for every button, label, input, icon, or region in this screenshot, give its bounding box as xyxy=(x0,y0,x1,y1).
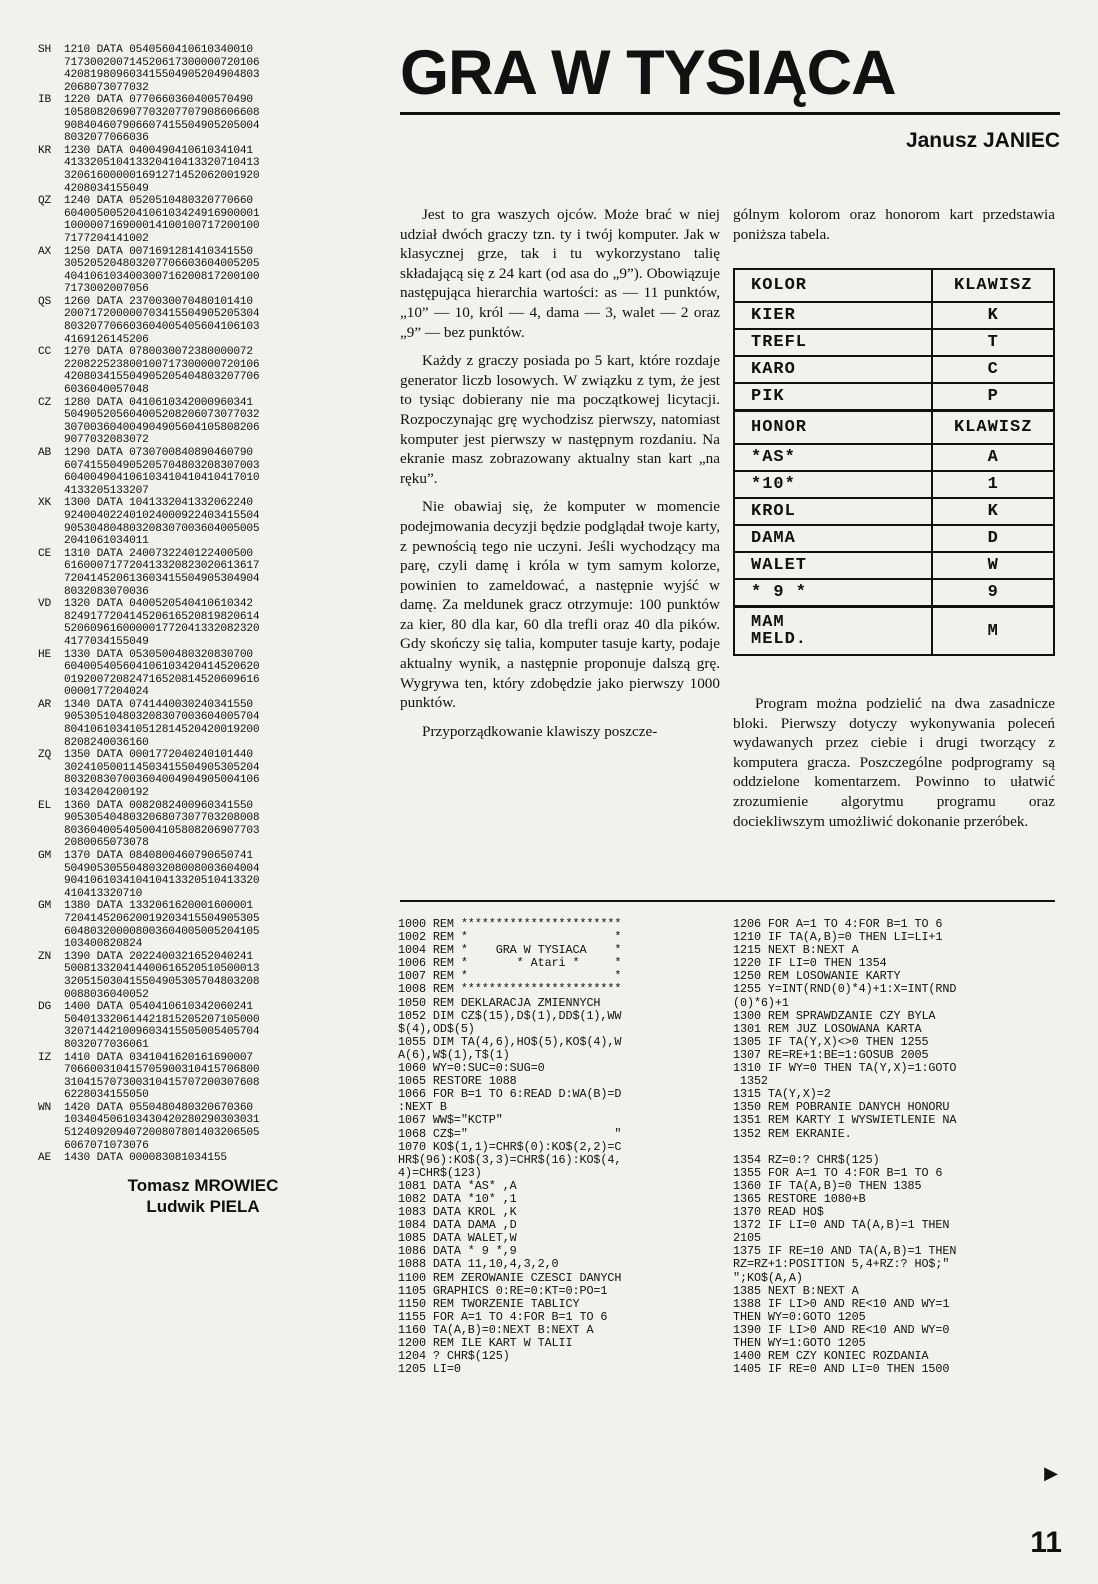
table-row xyxy=(734,302,1054,329)
data-listing-line: 616000717720413320823020613617 xyxy=(64,560,260,573)
data-listing-line: 103404506103430420280290303031 xyxy=(64,1114,260,1127)
data-listing-line: 504905205604005208206073077032 xyxy=(64,409,260,422)
checksum-code: KR xyxy=(38,144,52,157)
program-code-line: 1052 DIM CZ$(15),D$(1),DD$(1),WW xyxy=(398,1008,622,1023)
data-listing-line: 4208034155049 xyxy=(64,182,149,195)
honor-name: * 9 * xyxy=(734,579,932,607)
program-code-line: 1388 IF LI>0 AND RE<10 AND WY=1 xyxy=(733,1296,950,1311)
program-code-line: 1060 WY=0:SUC=0:SUG=0 xyxy=(398,1061,545,1076)
data-listing-line: 320616000001691271452062001920 xyxy=(64,169,260,182)
data-listing-line: XK 1300 DATA 1041332041332062240 xyxy=(38,497,253,510)
program-code-line: 1300 REM SPRAWDZANIE CZY BYLA xyxy=(733,1008,936,1023)
honor-name: DAMA xyxy=(734,525,932,552)
table-row xyxy=(734,411,1054,445)
suit-name: TREFL xyxy=(734,329,932,356)
program-code-line: 1150 REM TWORZENIE TABLICY xyxy=(398,1296,580,1311)
data-listing-line: 404106103400300716200817200100 xyxy=(64,270,260,283)
program-code-line: 1067 WW$="KCTP" xyxy=(398,1113,503,1128)
program-code-line: 2105 xyxy=(733,1231,761,1246)
program-code-line: 1310 IF WY=0 THEN TA(Y,X)=1:GOTO xyxy=(733,1061,957,1076)
program-code-line: 1255 Y=INT(RND(0)*4)+1:X=INT(RND xyxy=(733,982,957,997)
honor-key: K xyxy=(932,498,1054,525)
program-code-line: 1352 REM EKRANIE. xyxy=(733,1126,852,1141)
data-listing-line: 803208307003604004904905004106 xyxy=(64,774,260,787)
data-listing-line: 500813320414400616520510500013 xyxy=(64,963,260,976)
suit-key: C xyxy=(932,356,1054,383)
program-code-line: 1205 LI=0 xyxy=(398,1362,461,1377)
program-code-line: 1400 REM CZY KONIEC ROZDANIA xyxy=(733,1349,929,1364)
byline-name-2: Ludwik PIELA xyxy=(146,1196,260,1216)
checksum-code: AR xyxy=(38,698,52,711)
checksum-code: WN xyxy=(38,1101,52,1114)
data-listing-line: 8032083070036 xyxy=(64,585,149,598)
program-code-line: 4)=CHR$(123) xyxy=(398,1165,482,1180)
data-listing-line: 103400820824 xyxy=(64,938,143,951)
data-listing-line: 019200720824716520814520609616 xyxy=(64,673,260,686)
article-header xyxy=(400,40,1060,153)
checksum-code: EL xyxy=(38,799,52,812)
data-listing-line: 302410500114503415504905305204 xyxy=(64,761,260,774)
data-listing-line: 905305404803206807307703208008 xyxy=(64,812,260,825)
article-paragraph: Nie obawiaj się, że komputer w momencie podejmowania decyzji będzie podglądał twoje karty, z pewnością tego nie uczyni. Jeśli wychodzący ma parę, czyli damę i króla w tym samym kolorze, powinien to zameldować, a następnie wyjść w damę. Za meldunek gracz otrzymuje: 100 punktów za kier, 80 dla kar, 60 dla trefli oraz 40 dla pików. Gdy skończy się talia, komputer tasuje karty, podaje aktualny wynik, a następnie proponuje dalszą grę. Wygrywa ten, który zdobędzie jako pierwszy 1000 punktów. xyxy=(400,498,720,712)
data-listing-line: 0088036040052 xyxy=(64,988,149,1001)
program-code-line: ";KO$(A,A) xyxy=(733,1270,803,1285)
table-row xyxy=(734,579,1054,607)
program-code-line: 1372 IF LI=0 AND TA(A,B)=1 THEN xyxy=(733,1218,950,1233)
table-header-key: KLAWISZ xyxy=(932,411,1054,445)
data-listing-line: 200717200000703415504905205304 xyxy=(64,308,260,321)
data-listing-line: 4133205133207 xyxy=(64,484,149,497)
checksum-code: IB xyxy=(38,94,52,107)
data-listing-line: 504905305504803208008003604004 xyxy=(64,862,260,875)
data-listing-line: 4169126145206 xyxy=(64,333,149,346)
checksum-code: CE xyxy=(38,547,52,560)
checksum-code: GM xyxy=(38,900,52,913)
program-code-line: 1068 CZ$=" " xyxy=(398,1126,622,1141)
program-listing-right xyxy=(733,918,1063,1376)
program-code-line: :NEXT B xyxy=(398,1100,447,1115)
declare-key: M xyxy=(932,607,1054,656)
data-listing-line: 604005405604106103420414520620 xyxy=(64,661,260,674)
data-listing-line: HE 1330 DATA 0530500480320830700 xyxy=(38,648,253,661)
data-listing-line: 8032077036061 xyxy=(64,1038,149,1051)
program-code-line: 1354 RZ=0:? CHR$(125) xyxy=(733,1152,880,1167)
checksum-code: QZ xyxy=(38,195,52,208)
program-code-line: 1082 DATA *10* ,1 xyxy=(398,1191,517,1206)
program-code-line: 1375 IF RE=10 AND TA(A,B)=1 THEN xyxy=(733,1244,957,1259)
program-code-line: 1070 KO$(1,1)=CHR$(0):KO$(2,2)=C xyxy=(398,1139,622,1154)
data-listing-line: 320515030415504905305704803208 xyxy=(64,975,260,988)
data-listing-line: CE 1310 DATA 2400732240122400500 xyxy=(38,547,253,560)
honor-name: KROL xyxy=(734,498,932,525)
suit-key: K xyxy=(932,302,1054,329)
table-row xyxy=(734,329,1054,356)
data-listing-line: 6228034155050 xyxy=(64,1089,149,1102)
honor-key: W xyxy=(932,552,1054,579)
checksum-code: XK xyxy=(38,497,52,510)
table-row xyxy=(734,269,1054,302)
data-listing-line: 8208240036160 xyxy=(64,736,149,749)
page-number: 11 xyxy=(1030,1526,1062,1559)
program-code-line: 1007 REM * * xyxy=(398,969,622,984)
honor-key: 9 xyxy=(932,579,1054,607)
data-listing-line: ZQ 1350 DATA 0001772040240101440 xyxy=(38,749,253,762)
program-code-line: 1085 DATA WALET,W xyxy=(398,1231,517,1246)
article-author: Janusz JANIEC xyxy=(905,129,1060,152)
program-listing-left xyxy=(398,918,728,1376)
data-listing-line: KR 1230 DATA 0400490410610341041 xyxy=(38,144,253,157)
data-listing-line: GM 1370 DATA 0840800460790650741 xyxy=(38,850,253,862)
data-listing-line: 100000716900014100100717200100 xyxy=(64,220,260,233)
data-listing-line: 604004904106103410410410417010 xyxy=(64,472,260,485)
program-code-line: 1083 DATA KROL ,K xyxy=(398,1205,517,1220)
program-code-line: 1360 IF TA(A,B)=0 THEN 1385 xyxy=(733,1178,922,1193)
article-paragraph: Jest to gra waszych ojców. Może brać w niej udział dwóch graczy tzn. ty i twój komputer. Jak w klasycznej grze, tak i tu wykorzystano talię składającą się z 24 kart (od asa do „9”). Obowiązuje następująca hierarchia wartości: as — 11 punktów, „10” — 10, król — 4, dama — 3, walet — 2 oraz „9” — bez punktów. xyxy=(400,206,720,341)
data-listing-line: 7177204141002 xyxy=(64,232,149,245)
suit-name: KIER xyxy=(734,302,932,329)
data-listing-line: 9077032083072 xyxy=(64,434,149,447)
data-listing-line: AX 1250 DATA 0071691281410341550 xyxy=(38,245,253,258)
checksum-code: AE xyxy=(38,1152,52,1165)
table-row xyxy=(734,356,1054,383)
data-listing-line: ZN 1390 DATA 2022400321652040241 xyxy=(38,950,253,963)
program-code-line: A(6),W$(1),T$(1) xyxy=(398,1047,510,1062)
data-listing-line: QS 1260 DATA 2370030070480101410 xyxy=(38,295,253,308)
data-listing-line: 307003604004904905604105808206 xyxy=(64,421,260,434)
data-listing-line: 4177034155049 xyxy=(64,635,149,648)
data-listing-line: 7173002007056 xyxy=(64,283,149,296)
program-code-line: $(4),OD$(5) xyxy=(398,1021,475,1036)
data-listing-line: AE 1430 DATA 000083081034155 xyxy=(38,1152,227,1165)
data-listing-line: AR 1340 DATA 0741440030240341550 xyxy=(38,698,253,711)
data-listing xyxy=(38,44,378,1165)
data-listing-line: DG 1400 DATA 0540410610342060241 xyxy=(38,1001,253,1014)
table-row xyxy=(734,498,1054,525)
program-code-line: 1250 REM LOSOWANIE KARTY xyxy=(733,969,901,984)
program-code-line: 1086 DATA * 9 *,9 xyxy=(398,1244,517,1259)
program-code-line: THEN WY=1:GOTO 1205 xyxy=(733,1336,866,1350)
article-paragraph: gólnym kolorom oraz honorom kart przedstawia poniższa tabela. xyxy=(733,206,1055,243)
suit-name: PIK xyxy=(734,383,932,411)
declare-label: MAM MELD. xyxy=(734,607,932,656)
suit-key: T xyxy=(932,329,1054,356)
table-header-color: KOLOR xyxy=(734,269,932,302)
program-code-line: 1000 REM *********************** xyxy=(398,917,622,931)
data-listing-line: 105808206907703207707908606608 xyxy=(64,106,260,119)
data-listing-line: WN 1420 DATA 0550480480320670360 xyxy=(38,1101,253,1114)
program-code-line: 1210 IF TA(A,B)=0 THEN LI=LI+1 xyxy=(733,930,943,945)
program-code-line: 1081 DATA *AS* ,A xyxy=(398,1178,517,1193)
checksum-code: AX xyxy=(38,245,52,258)
program-code-line: 1084 DATA DAMA ,D xyxy=(398,1218,517,1233)
data-listing-line: 2080065073078 xyxy=(64,837,149,850)
program-code-line: 1002 REM * * xyxy=(398,930,622,945)
table-row xyxy=(734,471,1054,498)
data-listing-line: SH 1210 DATA 0540560410610340010 xyxy=(38,44,253,56)
program-code-line: 1160 TA(A,B)=0:NEXT B:NEXT A xyxy=(398,1322,594,1337)
data-listing-line: 2068073077032 xyxy=(64,81,149,94)
data-listing-line: 804106103410512814520420019200 xyxy=(64,724,260,737)
program-code-line: 1385 NEXT B:NEXT A xyxy=(733,1283,859,1298)
title-divider xyxy=(400,112,1060,115)
checksum-code: IZ xyxy=(38,1051,52,1064)
data-listing-line: 420819809603415504905204904803 xyxy=(64,69,260,82)
program-code-line: 1390 IF LI>0 AND RE<10 AND WY=0 xyxy=(733,1322,950,1337)
article-column-right-top xyxy=(733,205,1055,253)
program-code-line: 1307 RE=RE+1:BE=1:GOSUB 2005 xyxy=(733,1047,929,1062)
program-code-line: 1315 TA(Y,X)=2 xyxy=(733,1087,831,1102)
article-column-left xyxy=(400,205,720,750)
data-listing-line: 220822523800100717300000720106 xyxy=(64,358,260,371)
data-listing-line: 0000177204024 xyxy=(64,686,149,699)
data-listing-line: 604803200008003604005005204105 xyxy=(64,925,260,938)
data-listing-line: 607415504905205704803208307003 xyxy=(64,459,260,472)
table-row xyxy=(734,444,1054,471)
continuation-arrow-icon: ▶ xyxy=(1044,1463,1058,1483)
table-header-honor: HONOR xyxy=(734,411,932,445)
data-listing-line: IB 1220 DATA 0770660360400570490 xyxy=(38,94,253,107)
data-listing-line: 420803415504905205404803207706 xyxy=(64,371,260,384)
honor-name: *AS* xyxy=(734,444,932,471)
program-code-line: 1088 DATA 11,10,4,3,2,0 xyxy=(398,1257,559,1272)
data-listing-line: 803207706603604005405604106103 xyxy=(64,321,260,334)
data-listing-line: 720414520613603415504905304904 xyxy=(64,572,260,585)
article-paragraph: Program można podzielić na dwa zasadnicze bloki. Pierwszy dotyczy wykonywania poleceń wydawanych przez ciebie i drugi tworzący z komputera gracza. Poszczególne podprogramy są oddzielone komentarzem. Powinno to ułatwić zrozumienie algorytmu programu oraz dociekliwszym umożliwić dokonanie przeróbek. xyxy=(733,695,1055,830)
data-listing-line: 924004022401024000922403415504 xyxy=(64,509,260,522)
program-code-line: THEN WY=0:GOTO 1205 xyxy=(733,1309,866,1324)
program-code-line: 1350 REM POBRANIE DANYCH HONORU xyxy=(733,1100,950,1115)
data-listing-line: EL 1360 DATA 0082082400960341550 xyxy=(38,799,253,812)
data-listing-line: 6067071073076 xyxy=(64,1139,149,1152)
data-listing-line: 310415707300310415707200307608 xyxy=(64,1076,260,1089)
data-listing-line: GM 1380 DATA 1332061620001600001 xyxy=(38,900,253,913)
data-listing-line: 905304804803208307003604005005 xyxy=(64,522,260,535)
checksum-code: DG xyxy=(38,1001,52,1014)
data-listing-line: 6036040057048 xyxy=(64,384,149,397)
article-column-right-bottom xyxy=(733,694,1055,840)
data-listing-line: 908404607906607415504905205004 xyxy=(64,119,260,132)
data-listing-line: 803604005405004105808206907703 xyxy=(64,824,260,837)
program-code-line: 1351 REM KARTY I WYSWIETLENIE NA xyxy=(733,1113,957,1128)
program-code-line: 1155 FOR A=1 TO 4:FOR B=1 TO 6 xyxy=(398,1309,608,1324)
data-listing-line: 8032077066036 xyxy=(64,132,149,145)
program-code-line: 1352 xyxy=(733,1074,768,1089)
suit-key: P xyxy=(932,383,1054,411)
key-assignment-table xyxy=(733,268,1055,656)
checksum-code: SH xyxy=(38,44,52,56)
data-listing-line: 410413320710 xyxy=(64,887,143,900)
table-row xyxy=(734,552,1054,579)
data-listing-line: 504013320614421815205207105000 xyxy=(64,1013,260,1026)
data-listing-line: 2041061034011 xyxy=(64,535,149,548)
article-paragraph: Każdy z graczy posiada po 5 kart, które rozdaje generator liczb losowych. W związku z tym, że jest to tysiąc dobierany nie ma początkowej licytacji. Rozpoczynając grę wychodzisz pierwszy, natomiast komputer jest pierwszy w następnym rozdaniu. Na ekranie masz zobrazowany aktualny stan kart „na ręku”. xyxy=(400,352,720,487)
table-row xyxy=(734,525,1054,552)
program-code-line: 1305 IF TA(Y,X)<>0 THEN 1255 xyxy=(733,1034,929,1049)
program-code-line: 1206 FOR A=1 TO 4:FOR B=1 TO 6 xyxy=(733,917,943,931)
program-code-line: 1370 READ HO$ xyxy=(733,1205,824,1220)
data-listing-line: CC 1270 DATA 0780030072380000072 xyxy=(38,346,253,359)
data-listing-line: QZ 1240 DATA 0520510480320770660 xyxy=(38,195,253,208)
program-code-line: 1065 RESTORE 1088 xyxy=(398,1074,517,1089)
checksum-code: CZ xyxy=(38,396,52,409)
data-listing-line: 720414520620019203415504905305 xyxy=(64,912,260,925)
suit-name: KARO xyxy=(734,356,932,383)
data-listing-line: 717300200714520617300000720106 xyxy=(64,56,260,69)
data-listing-line: VD 1320 DATA 0400520540410610342 xyxy=(38,598,253,611)
checksum-code: QS xyxy=(38,295,52,308)
table-row xyxy=(734,383,1054,411)
checksum-code: VD xyxy=(38,598,52,611)
program-code-line: 1008 REM *********************** xyxy=(398,982,622,997)
program-code-line xyxy=(733,1141,1063,1154)
data-listing-line: IZ 1410 DATA 0341041620161690007 xyxy=(38,1051,253,1064)
honor-key: 1 xyxy=(932,471,1054,498)
program-code-line: (0)*6)+1 xyxy=(733,995,789,1010)
data-listing-line: 905305104803208307003604005704 xyxy=(64,711,260,724)
program-code-line: 1204 ? CHR$(125) xyxy=(398,1349,510,1364)
program-code-line: 1105 GRAPHICS 0:RE=0:KT=0:PO=1 xyxy=(398,1283,608,1298)
honor-key: D xyxy=(932,525,1054,552)
data-listing-line: AB 1290 DATA 0730700840890460790 xyxy=(38,447,253,459)
data-listing-column xyxy=(38,44,378,1217)
program-divider xyxy=(400,900,1055,902)
checksum-code: HE xyxy=(38,648,52,661)
program-code-line: 1405 IF RE=0 AND LI=0 THEN 1500 xyxy=(733,1362,950,1377)
program-code-line: 1215 NEXT B:NEXT A xyxy=(733,943,859,958)
program-code-line: 1365 RESTORE 1080+B xyxy=(733,1191,866,1206)
data-listing-line: 904106103410410413320510413320 xyxy=(64,875,260,888)
checksum-code: ZQ xyxy=(38,749,52,762)
checksum-code: AB xyxy=(38,447,52,459)
honor-name: WALET xyxy=(734,552,932,579)
data-listing-line: 413320510413320410413320710413 xyxy=(64,157,260,170)
data-listing-line: 320714421009603415505005405704 xyxy=(64,1026,260,1039)
program-code-line: 1301 REM JUZ LOSOWANA KARTA xyxy=(733,1021,922,1036)
program-code-line: 1100 REM ZEROWANIE CZESCI DANYCH xyxy=(398,1270,622,1285)
program-code-line: 1220 IF LI=0 THEN 1354 xyxy=(733,956,887,971)
data-listing-line: 604005005204106103424916900001 xyxy=(64,207,260,220)
program-code-line: HR$(96):KO$(3,3)=CHR$(16):KO$(4, xyxy=(398,1152,622,1167)
data-listing-line: 520609616000001772041332082320 xyxy=(64,623,260,636)
table-row xyxy=(734,607,1054,656)
program-code-line: 1006 REM * * Atari * * xyxy=(398,956,622,971)
honor-key: A xyxy=(932,444,1054,471)
checksum-code: GM xyxy=(38,850,52,862)
program-code-line: RZ=RZ+1:POSITION 5,4+RZ:? HO$;" xyxy=(733,1257,950,1272)
program-code-line: 1066 FOR B=1 TO 6:READ D:WA(B)=D xyxy=(398,1087,622,1102)
data-listing-line: 305205204803207706603604005205 xyxy=(64,258,260,271)
left-byline xyxy=(38,1175,368,1217)
data-listing-line: 1034204200192 xyxy=(64,787,149,800)
program-code-line: 1055 DIM TA(4,6),HO$(5),KO$(4),W xyxy=(398,1034,622,1049)
data-listing-line: 706600310415705900310415706800 xyxy=(64,1064,260,1077)
byline-name-1: Tomasz MROWIEC xyxy=(127,1175,279,1195)
program-code-line: 1050 REM DEKLARACJA ZMIENNYCH xyxy=(398,995,601,1010)
program-code-line: 1004 REM * GRA W TYSIACA * xyxy=(398,943,622,958)
program-code-line: 1355 FOR A=1 TO 4:FOR B=1 TO 6 xyxy=(733,1165,943,1180)
data-listing-line: CZ 1280 DATA 0410610342000960341 xyxy=(38,396,253,409)
article-paragraph: Przyporządkowanie klawiszy poszcze- xyxy=(422,722,658,740)
data-listing-line: 824917720414520616520819820614 xyxy=(64,610,260,623)
program-code-line: 1200 REM ILE KART W TALII xyxy=(398,1336,573,1350)
data-listing-line: 512409209407200807801403206505 xyxy=(64,1127,260,1140)
checksum-code: ZN xyxy=(38,950,52,963)
checksum-code: CC xyxy=(38,346,52,359)
table-header-key: KLAWISZ xyxy=(932,269,1054,302)
honor-name: *10* xyxy=(734,471,932,498)
page-title: GRA W TYSIĄCA xyxy=(400,38,896,108)
